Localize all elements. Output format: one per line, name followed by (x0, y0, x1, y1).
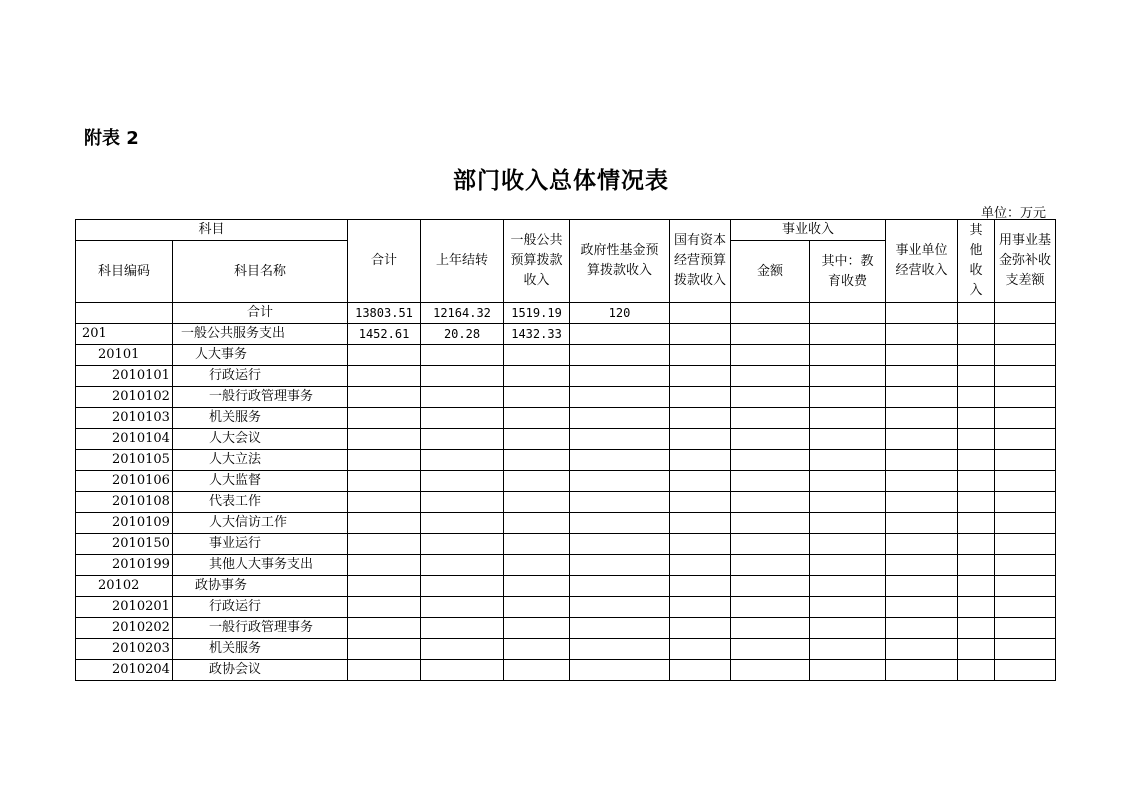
table-row (76, 618, 1056, 639)
header-carryover: 上年结转 (421, 220, 504, 303)
row-carryover (421, 639, 504, 660)
row-code: 2010105 (76, 450, 173, 471)
row-general-budget (504, 408, 570, 429)
row-name: 行政运行 (173, 366, 348, 387)
attachment-label: 附表 2 (84, 128, 139, 149)
row-general-budget (504, 534, 570, 555)
row-general-budget (504, 660, 570, 681)
header-edu-fee: 其中：教育收费 (810, 241, 886, 303)
row-code: 2010150 (76, 534, 173, 555)
row-name: 行政运行 (173, 597, 348, 618)
row-carryover (421, 471, 504, 492)
row-general-budget (504, 450, 570, 471)
row-gov-fund (570, 534, 670, 555)
row-general-budget: 1432.33 (504, 324, 570, 345)
row-general-budget (504, 639, 570, 660)
row-name: 人大监督 (173, 471, 348, 492)
income-table (75, 219, 1056, 681)
row-general-budget (504, 387, 570, 408)
table-body (76, 303, 1056, 681)
row-general-budget (504, 471, 570, 492)
table-row (76, 513, 1056, 534)
row-carryover (421, 429, 504, 450)
row-carryover (421, 387, 504, 408)
row-name: 一般行政管理事务 (173, 618, 348, 639)
row-code: 2010202 (76, 618, 173, 639)
row-total (348, 408, 421, 429)
table-row (76, 639, 1056, 660)
table-row (76, 345, 1056, 366)
row-total (348, 618, 421, 639)
row-carryover (421, 576, 504, 597)
header-fund-balance: 用事业基金弥补收支差额 (995, 220, 1056, 303)
row-gov-fund (570, 618, 670, 639)
header-other-income: 其他收入 (958, 220, 995, 303)
row-carryover (421, 534, 504, 555)
row-name: 机关服务 (173, 639, 348, 660)
header-state-capital: 国有资本经营预算拨款收入 (670, 220, 731, 303)
row-code: 2010102 (76, 387, 173, 408)
row-gov-fund (570, 450, 670, 471)
row-carryover (421, 618, 504, 639)
row-total (348, 450, 421, 471)
row-name: 其他人大事务支出 (173, 555, 348, 576)
row-total (348, 513, 421, 534)
row-carryover (421, 513, 504, 534)
row-general-budget (504, 492, 570, 513)
row-gov-fund (570, 366, 670, 387)
table-row (76, 387, 1056, 408)
row-total (348, 639, 421, 660)
row-total (348, 597, 421, 618)
row-gov-fund (570, 492, 670, 513)
row-code: 2010199 (76, 555, 173, 576)
total-row-general-budget: 1519.19 (504, 303, 570, 324)
row-name: 政协事务 (173, 576, 348, 597)
total-row-carryover: 12164.32 (421, 303, 504, 324)
table-row (76, 366, 1056, 387)
header-total: 合计 (348, 220, 421, 303)
header-business-income: 事业收入 (731, 220, 886, 241)
row-name: 事业运行 (173, 534, 348, 555)
row-code: 20102 (76, 576, 173, 597)
row-name: 一般公共服务支出 (173, 324, 348, 345)
row-name: 人大立法 (173, 450, 348, 471)
row-general-budget (504, 366, 570, 387)
table-row (76, 534, 1056, 555)
header-name: 科目名称 (173, 241, 348, 303)
row-code: 2010103 (76, 408, 173, 429)
table-row (76, 324, 1056, 345)
row-name: 一般行政管理事务 (173, 387, 348, 408)
row-general-budget (504, 345, 570, 366)
row-general-budget (504, 597, 570, 618)
row-total (348, 660, 421, 681)
table-row (76, 492, 1056, 513)
row-code: 2010104 (76, 429, 173, 450)
row-total (348, 492, 421, 513)
row-gov-fund (570, 429, 670, 450)
row-code: 2010109 (76, 513, 173, 534)
header-gov-fund: 政府性基金预算拨款收入 (570, 220, 670, 303)
row-code: 2010106 (76, 471, 173, 492)
row-general-budget (504, 513, 570, 534)
row-carryover (421, 345, 504, 366)
row-total (348, 366, 421, 387)
table-row (76, 471, 1056, 492)
row-gov-fund (570, 597, 670, 618)
header-general-budget: 一般公共预算拨款收入 (504, 220, 570, 303)
row-gov-fund (570, 471, 670, 492)
table-row (76, 450, 1056, 471)
row-total (348, 387, 421, 408)
row-name: 机关服务 (173, 408, 348, 429)
row-carryover (421, 366, 504, 387)
row-code: 20101 (76, 345, 173, 366)
table-row (76, 660, 1056, 681)
row-total (348, 471, 421, 492)
row-carryover (421, 660, 504, 681)
row-total (348, 429, 421, 450)
row-name: 代表工作 (173, 492, 348, 513)
unit-label: 单位：万元 (980, 206, 1046, 221)
row-gov-fund (570, 576, 670, 597)
header-subject: 科目 (76, 220, 348, 241)
row-code: 201 (76, 324, 173, 345)
row-carryover (421, 492, 504, 513)
header-code: 科目编码 (76, 241, 173, 303)
row-code: 2010108 (76, 492, 173, 513)
row-gov-fund (570, 345, 670, 366)
table-row (76, 576, 1056, 597)
row-general-budget (504, 576, 570, 597)
row-total: 1452.61 (348, 324, 421, 345)
total-row-label: 合计 (173, 303, 348, 324)
header-business-unit-income: 事业单位经营收入 (886, 220, 958, 303)
row-code: 2010201 (76, 597, 173, 618)
table-row (76, 597, 1056, 618)
row-general-budget (504, 555, 570, 576)
table-row (76, 555, 1056, 576)
row-code: 2010204 (76, 660, 173, 681)
row-code: 2010203 (76, 639, 173, 660)
row-general-budget (504, 618, 570, 639)
row-carryover (421, 450, 504, 471)
row-carryover (421, 408, 504, 429)
row-gov-fund (570, 324, 670, 345)
header-amount: 金额 (731, 241, 810, 303)
row-name: 政协会议 (173, 660, 348, 681)
row-name: 人大事务 (173, 345, 348, 366)
total-row-gov-fund: 120 (570, 303, 670, 324)
row-name: 人大会议 (173, 429, 348, 450)
row-gov-fund (570, 513, 670, 534)
table-header (76, 220, 1056, 303)
row-name: 人大信访工作 (173, 513, 348, 534)
row-total (348, 555, 421, 576)
row-gov-fund (570, 639, 670, 660)
row-gov-fund (570, 408, 670, 429)
row-carryover (421, 597, 504, 618)
row-carryover: 20.28 (421, 324, 504, 345)
row-general-budget (504, 429, 570, 450)
table-row (76, 429, 1056, 450)
row-code: 2010101 (76, 366, 173, 387)
row-carryover (421, 555, 504, 576)
row-gov-fund (570, 660, 670, 681)
total-row-total: 13803.51 (348, 303, 421, 324)
row-total (348, 345, 421, 366)
row-total (348, 534, 421, 555)
total-row (76, 303, 1056, 324)
row-gov-fund (570, 555, 670, 576)
row-gov-fund (570, 387, 670, 408)
page-title: 部门收入总体情况表 (453, 167, 669, 194)
row-total (348, 576, 421, 597)
table-row (76, 408, 1056, 429)
